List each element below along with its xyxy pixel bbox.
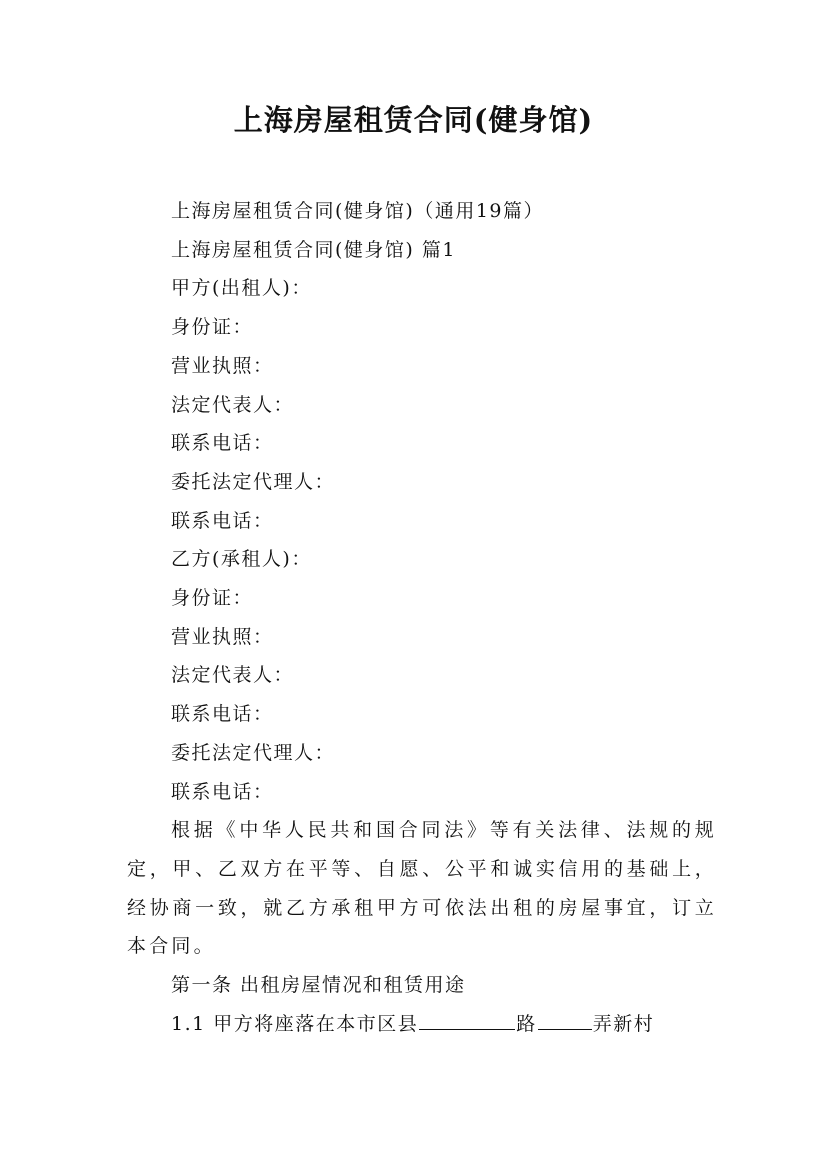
text-line: 身份证： xyxy=(171,587,254,610)
article-heading: 第一条 出租房屋情况和租赁用途 xyxy=(171,974,466,997)
text-line: 法定代表人： xyxy=(171,393,295,416)
text-line: 联系电话： xyxy=(171,509,274,532)
text-line: 甲方(出租人)： xyxy=(171,277,312,300)
text-line: 委托法定代理人： xyxy=(171,741,336,764)
text-line: 联系电话： xyxy=(171,703,274,726)
document-title: 上海房屋租赁合同(健身馆) xyxy=(233,103,594,137)
text-line: 营业执照： xyxy=(171,625,274,648)
text-line: 委托法定代理人： xyxy=(171,470,336,493)
text-line: 法定代表人： xyxy=(171,664,295,687)
fill-blank xyxy=(538,1010,592,1030)
text-line: 身份证： xyxy=(171,316,254,339)
text-line: 营业执照： xyxy=(171,354,274,377)
clause-text: 路 xyxy=(516,1012,537,1035)
text-line: 联系电话： xyxy=(171,780,274,803)
clause-line xyxy=(127,1005,717,1044)
clause-text: 弄新村 xyxy=(592,1012,655,1035)
fill-blank xyxy=(419,1010,515,1030)
text-line: 联系电话： xyxy=(171,432,274,455)
text-line: 上海房屋租赁合同(健身馆)（通用19篇） xyxy=(171,200,545,222)
clause-text: 1.1 甲方将座落在本市区县 xyxy=(171,1012,419,1035)
text-line: 乙方(承租人)： xyxy=(171,548,312,571)
text-line: 上海房屋租赁合同(健身馆) 篇1 xyxy=(171,238,456,261)
document-body xyxy=(127,192,717,1043)
body-paragraph: 根据《中华人民共和国合同法》等有关法律、法规的规定，甲、乙双方在平等、自愿、公平和诚实信用的基础上，经协商一致，就乙方承租甲方可依法出租的房屋事宜，订立本合同。 xyxy=(127,819,717,958)
